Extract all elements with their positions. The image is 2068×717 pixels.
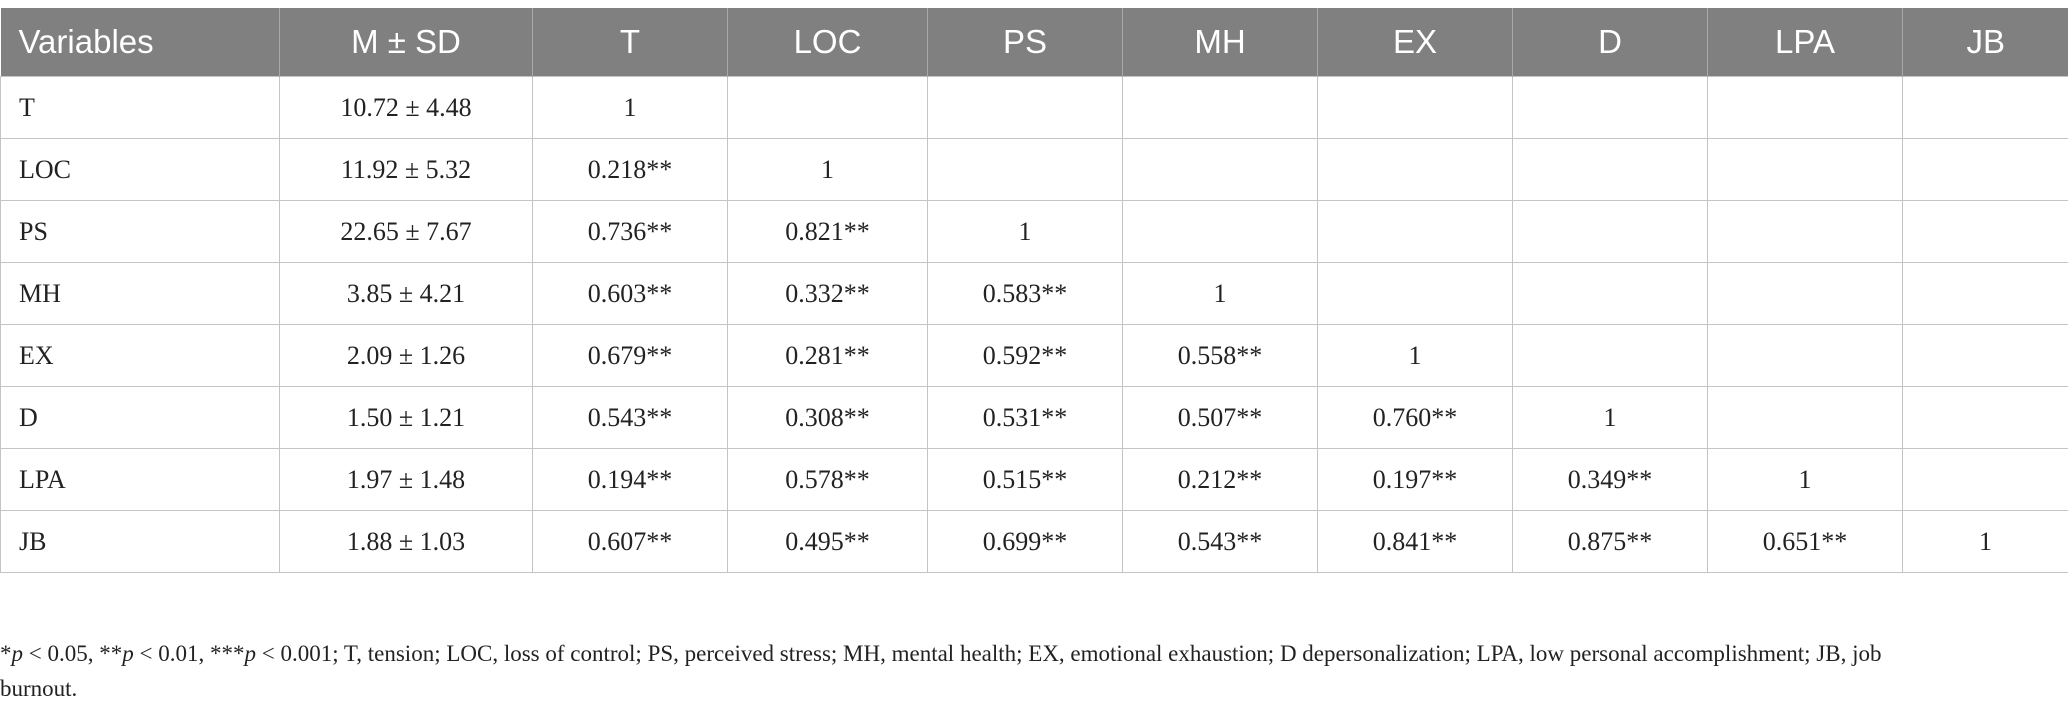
correlation-cell — [1318, 201, 1513, 263]
row-variable: PS — [1, 201, 280, 263]
row-variable: D — [1, 387, 280, 449]
header-jb: JB — [1903, 8, 2068, 77]
header-mh: MH — [1123, 8, 1318, 77]
header-lpa: LPA — [1708, 8, 1903, 77]
correlation-cell — [1318, 77, 1513, 139]
correlation-cell: 0.194** — [533, 449, 728, 511]
correlation-cell — [1123, 201, 1318, 263]
correlation-cell — [928, 77, 1123, 139]
row-variable: MH — [1, 263, 280, 325]
header-t: T — [533, 8, 728, 77]
row-variable: EX — [1, 325, 280, 387]
correlation-cell: 1 — [1708, 449, 1903, 511]
mean-sd-cell: 1.97 ± 1.48 — [280, 449, 533, 511]
table-row — [1, 387, 2068, 449]
table-row — [1, 263, 2068, 325]
correlation-cell — [1903, 449, 2068, 511]
correlation-cell — [1903, 325, 2068, 387]
mean-sd-cell: 10.72 ± 4.48 — [280, 77, 533, 139]
correlation-cell — [1708, 139, 1903, 201]
correlation-cell — [1123, 77, 1318, 139]
footnote-p: p — [244, 641, 256, 666]
correlation-table — [0, 8, 2068, 573]
mean-sd-cell: 1.50 ± 1.21 — [280, 387, 533, 449]
correlation-cell — [1708, 387, 1903, 449]
correlation-cell — [1318, 139, 1513, 201]
correlation-cell: 0.495** — [728, 511, 928, 573]
row-variable: JB — [1, 511, 280, 573]
correlation-cell: 0.592** — [928, 325, 1123, 387]
correlation-cell: 1 — [1123, 263, 1318, 325]
correlation-cell: 0.607** — [533, 511, 728, 573]
correlation-cell: 0.821** — [728, 201, 928, 263]
header-row — [1, 8, 2068, 77]
footnote-p: p — [122, 641, 134, 666]
correlation-cell — [1318, 263, 1513, 325]
footnote-text: * — [0, 641, 12, 666]
correlation-cell — [1708, 325, 1903, 387]
correlation-cell — [1903, 201, 2068, 263]
correlation-cell: 0.543** — [1123, 511, 1318, 573]
correlation-cell: 0.583** — [928, 263, 1123, 325]
correlation-cell — [1513, 325, 1708, 387]
table-body — [1, 77, 2068, 573]
correlation-cell — [928, 139, 1123, 201]
correlation-cell: 0.603** — [533, 263, 728, 325]
correlation-cell: 1 — [1513, 387, 1708, 449]
mean-sd-cell: 22.65 ± 7.67 — [280, 201, 533, 263]
table-row — [1, 77, 2068, 139]
correlation-cell — [1513, 139, 1708, 201]
mean-sd-cell: 2.09 ± 1.26 — [280, 325, 533, 387]
table-row — [1, 325, 2068, 387]
correlation-cell — [728, 77, 928, 139]
table-row — [1, 139, 2068, 201]
correlation-cell: 0.651** — [1708, 511, 1903, 573]
row-variable: LOC — [1, 139, 280, 201]
header-ps: PS — [928, 8, 1123, 77]
correlation-cell: 0.308** — [728, 387, 928, 449]
correlation-cell: 0.531** — [928, 387, 1123, 449]
table-footnote — [0, 636, 1920, 706]
row-variable: LPA — [1, 449, 280, 511]
table-row — [1, 201, 2068, 263]
correlation-cell — [1903, 77, 2068, 139]
correlation-cell: 0.875** — [1513, 511, 1708, 573]
mean-sd-cell: 11.92 ± 5.32 — [280, 139, 533, 201]
correlation-cell: 0.212** — [1123, 449, 1318, 511]
correlation-cell: 0.332** — [728, 263, 928, 325]
footnote-p: p — [11, 641, 23, 666]
header-loc: LOC — [728, 8, 928, 77]
correlation-cell — [1513, 263, 1708, 325]
correlation-cell: 0.736** — [533, 201, 728, 263]
correlation-cell: 0.507** — [1123, 387, 1318, 449]
table-row — [1, 449, 2068, 511]
correlation-cell — [1708, 263, 1903, 325]
correlation-cell: 1 — [1318, 325, 1513, 387]
correlation-cell: 1 — [1903, 511, 2068, 573]
correlation-cell: 0.218** — [533, 139, 728, 201]
correlation-cell: 0.679** — [533, 325, 728, 387]
correlation-cell: 1 — [728, 139, 928, 201]
correlation-cell: 0.699** — [928, 511, 1123, 573]
correlation-cell — [1123, 139, 1318, 201]
table-row — [1, 511, 2068, 573]
correlation-cell — [1513, 201, 1708, 263]
correlation-cell: 1 — [533, 77, 728, 139]
mean-sd-cell: 1.88 ± 1.03 — [280, 511, 533, 573]
correlation-cell: 0.349** — [1513, 449, 1708, 511]
footnote-text: < 0.01, *** — [133, 641, 245, 666]
correlation-cell: 0.578** — [728, 449, 928, 511]
correlation-cell: 1 — [928, 201, 1123, 263]
correlation-cell: 0.558** — [1123, 325, 1318, 387]
correlation-cell — [1708, 201, 1903, 263]
header-variables: Variables — [1, 8, 280, 77]
correlation-cell: 0.760** — [1318, 387, 1513, 449]
correlation-cell — [1513, 77, 1708, 139]
correlation-cell: 0.197** — [1318, 449, 1513, 511]
footnote-text: < 0.001; T, tension; LOC, loss of control; PS, perceived stress; MH, mental health; EX, emotional exhaustion; D depersonalization; LPA, low personal accomplishment; JB, job burnout. — [0, 641, 1882, 701]
header-ex: EX — [1318, 8, 1513, 77]
correlation-cell: 0.515** — [928, 449, 1123, 511]
correlation-cell — [1903, 263, 2068, 325]
correlation-cell — [1903, 139, 2068, 201]
correlation-cell: 0.281** — [728, 325, 928, 387]
correlation-cell — [1708, 77, 1903, 139]
correlation-cell: 0.841** — [1318, 511, 1513, 573]
header-mean-sd: M ± SD — [280, 8, 533, 77]
correlation-cell: 0.543** — [533, 387, 728, 449]
header-d: D — [1513, 8, 1708, 77]
correlation-cell — [1903, 387, 2068, 449]
row-variable: T — [1, 77, 280, 139]
footnote-text: < 0.05, ** — [23, 641, 123, 666]
mean-sd-cell: 3.85 ± 4.21 — [280, 263, 533, 325]
